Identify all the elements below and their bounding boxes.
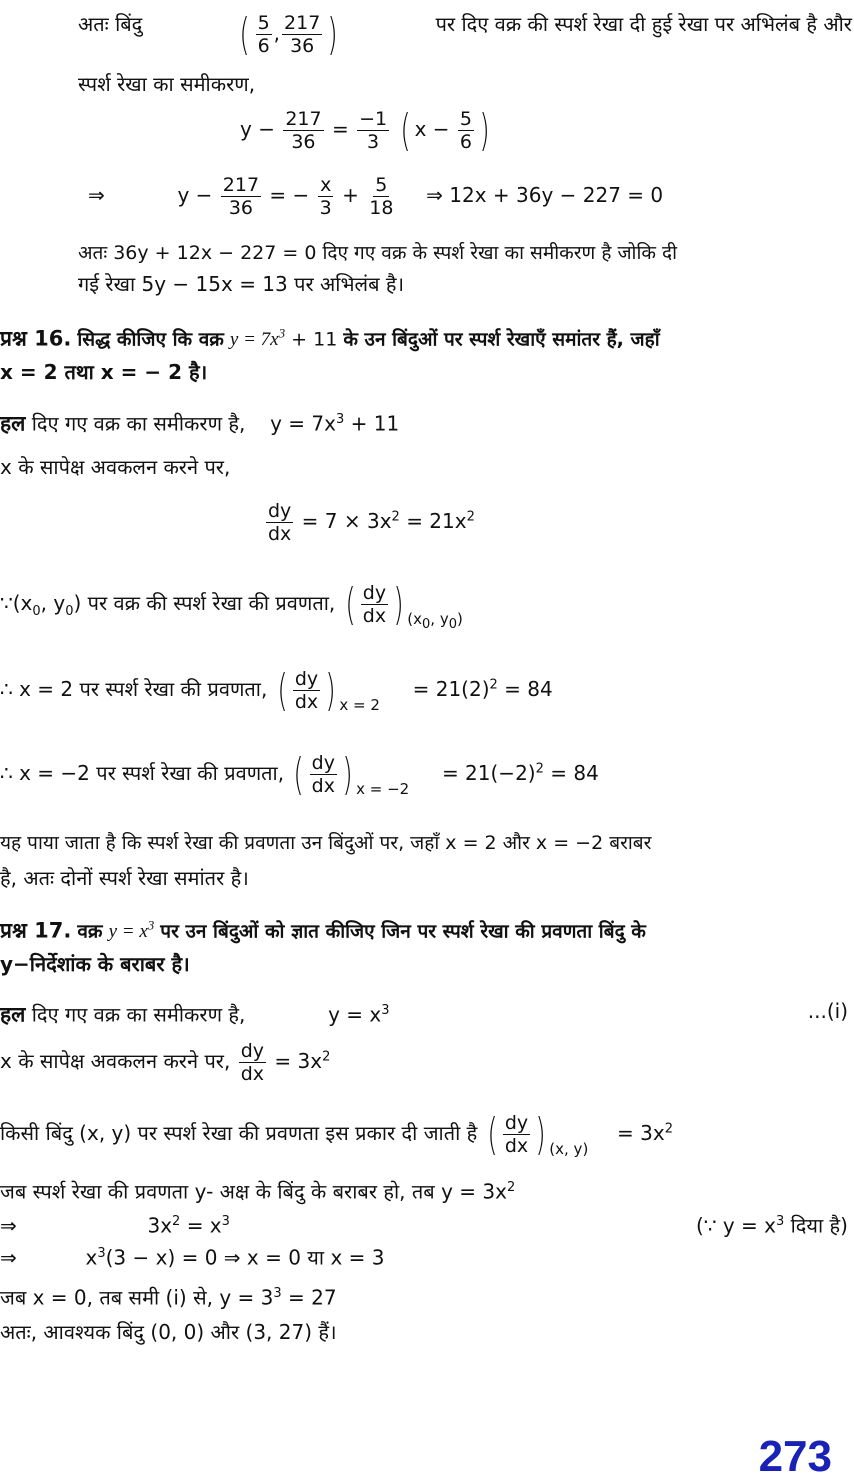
eq-part: x	[85, 1245, 98, 1270]
solution-16-line-4: $\because(x_0$, $y_0$) पर वक्र की स्पर्श रेखा की प्रवणता, ( $\frac{dy}{dx}$ ) $_{(x_0, y_0)}$	[0, 578, 463, 632]
equation-tangent-1: y − $\frac{217}{36}$ = $\frac{-1}{3}$ ( x − $\frac{5}{6}$ )	[240, 104, 490, 156]
text: ) पर वक्र की स्पर्श रेखा की प्रवणता,	[73, 591, 336, 615]
eq-part: = 84	[504, 677, 553, 701]
frac-num: x	[320, 174, 332, 196]
eq-part: 3x	[147, 1213, 173, 1238]
implies-symbol: ⇒	[0, 1213, 17, 1238]
frac-den: dx	[268, 523, 292, 545]
text: ∴ x = −2 पर स्पर्श रेखा की प्रवणता,	[0, 761, 285, 785]
subscript: (x, y)	[549, 1140, 589, 1158]
exponent: 3	[273, 1286, 282, 1301]
conclusion-line-2: गई रेखा 5y − 15x = 13 पर अभिलंब है।	[78, 272, 405, 296]
exponent: 3	[221, 1214, 230, 1229]
question-text: सिद्ध कीजिए कि वक्र	[77, 328, 224, 351]
solution-16-line-6: ∴ x = −2 पर स्पर्श रेखा की प्रवणता, ( $\frac{dy}{dx}$ ) $_{x = -2} = 21(-2)^2 = 84$	[0, 748, 599, 800]
eq-part: = 3x	[274, 1049, 323, 1073]
solution-16-line-2: x के सापेक्ष अवकलन करने पर,	[0, 455, 231, 479]
solution-17-line-2	[0, 1040, 330, 1085]
point-coords: ( $\frac{5}{6}$ , $\frac{217}{36}$ )	[239, 8, 339, 60]
eq-part: y −	[240, 117, 275, 141]
note: (∵ y = x	[695, 1213, 776, 1238]
frac-den: 6	[459, 131, 473, 153]
eq-part: = 27	[288, 1285, 337, 1310]
eq-part: y = 7x	[270, 411, 336, 436]
intro-line-2: स्पर्श रेखा का समीकरण,	[78, 72, 256, 96]
eq-part: ⇒ 12x + 36y − 227 = 0	[426, 183, 664, 207]
solution-17-line-1	[0, 999, 850, 1027]
solution-17-line-4	[0, 1176, 515, 1204]
question-label: प्रश्न 16.	[0, 326, 72, 351]
subscript: x = 2	[339, 696, 380, 714]
exponent: 2	[535, 761, 544, 777]
eq-part: = 21(2)	[412, 677, 490, 701]
question-17-line-2: y−निर्देशांक के बराबर है।	[0, 952, 190, 976]
question-label: प्रश्न 17.	[0, 918, 72, 943]
solution-17-line-6	[0, 1242, 384, 1270]
frac-den: 36	[290, 35, 315, 57]
frac-num: dy	[362, 582, 387, 604]
solution-16-line-1	[0, 408, 399, 436]
eq-part: y = 7x	[229, 329, 279, 351]
frac-den: 36	[228, 197, 254, 219]
text: दिए गए वक्र का समीकरण है,	[31, 1002, 246, 1027]
question-text: पर उन बिंदुओं को ज्ञात कीजिए जिन पर स्पर्श रेखा की प्रवणता बिंदु के	[160, 920, 646, 943]
frac-num: dy	[240, 1040, 265, 1062]
question-16-line-1	[0, 322, 660, 352]
exponent: 2	[466, 509, 475, 525]
exponent: 3	[381, 1003, 390, 1018]
text: ∴ x = 2 पर स्पर्श रेखा की प्रवणता,	[0, 677, 268, 701]
exponent: 2	[172, 1214, 181, 1229]
eq-part: y = x	[108, 921, 148, 943]
frac-den: dx	[504, 1135, 529, 1157]
exponent: 3	[147, 918, 155, 933]
equation-tag: ...(i)	[807, 999, 848, 1023]
text: अतः बिंदु	[78, 12, 143, 36]
solution-16-line-8: है, अतः दोनों स्पर्श रेखा समांतर है।	[0, 866, 249, 890]
eq-part: = 84	[550, 761, 599, 785]
eq-part: ∵(x	[0, 591, 33, 615]
exponent: 2	[506, 1180, 516, 1195]
solution-17-line-7	[0, 1282, 337, 1310]
subscript: 0	[32, 604, 41, 619]
question-17-line-1	[0, 914, 646, 944]
eq-part: = 21(−2)	[441, 761, 536, 785]
exponent: 3	[97, 1246, 106, 1261]
subscript: x = −2	[356, 780, 410, 798]
eq-part: y −	[177, 183, 213, 207]
frac-num: dy	[268, 500, 292, 522]
solution-label: हल	[0, 1002, 26, 1027]
text: दिए गए वक्र का समीकरण है,	[31, 411, 246, 436]
eq-part: +	[342, 183, 359, 207]
eq-part: + 11	[291, 328, 338, 351]
conclusion-line-1: अतः 36y + 12x − 227 = 0 दिए गए वक्र के स्पर्श रेखा का समीकरण है जोकि दी	[78, 242, 678, 264]
frac-den: 18	[369, 197, 394, 219]
frac-den: 36	[291, 131, 316, 153]
frac-num: dy	[294, 668, 319, 690]
frac-den: dx	[362, 605, 387, 627]
subscript: (x	[407, 610, 423, 628]
eq-part: y = x	[328, 1002, 382, 1027]
exponent: 2	[322, 1049, 331, 1065]
eq-part: =	[331, 117, 349, 141]
frac-num: 217	[284, 12, 321, 34]
eq-part: = 7 × 3x	[301, 509, 392, 533]
frac-num: 217	[222, 174, 260, 196]
frac-num: dy	[311, 752, 335, 774]
eq-part: x −	[414, 117, 450, 141]
solution-17-line-5	[0, 1210, 850, 1238]
solution-16-line-7: यह पाया जाता है कि स्पर्श रेखा की प्रवणता उन बिंदुओं पर, जहाँ x = 2 और x = −2 बराबर	[0, 832, 652, 854]
frac-num: 5	[375, 174, 388, 196]
implies-symbol: ⇒	[88, 183, 105, 207]
eq-part: = 3x	[617, 1121, 665, 1145]
exponent: 2	[391, 509, 400, 525]
frac-num: dy	[504, 1112, 529, 1134]
intro-line-1	[78, 8, 852, 60]
solution-17-line-3: किसी बिंदु (x, y) पर स्पर्श रेखा की प्रवणता इस प्रकार दी जाती है ( $\frac{dy}{dx}$ ) $_{(x, y)} = 3x^2$	[0, 1108, 673, 1160]
note: दिया है)	[790, 1213, 848, 1238]
exponent: 2	[489, 677, 498, 693]
frac-den: dx	[294, 691, 319, 713]
implies-symbol: ⇒	[0, 1245, 17, 1270]
subscript: 0	[65, 604, 74, 619]
text: जब x = 0, तब समी (i) से, y = 3	[0, 1285, 274, 1310]
page-number: 273	[758, 1432, 832, 1481]
eq-part: = 21x	[406, 509, 467, 533]
frac-den: 3	[367, 131, 380, 153]
exponent: 3	[775, 1214, 785, 1229]
exponent: 3	[335, 412, 345, 427]
eq-part: , y	[40, 591, 66, 615]
text: पर दिए वक्र की स्पर्श रेखा दी हुई रेखा पर अभिलंब है और	[435, 12, 852, 36]
exponent: 2	[664, 1121, 673, 1137]
subscript: 0	[422, 617, 431, 632]
subscript: 0	[448, 617, 457, 632]
eq-part: = −	[269, 183, 310, 207]
solution-17-line-8: अतः, आवश्यक बिंदु (0, 0) और (3, 27) हैं।	[0, 1320, 337, 1344]
frac-num: −1	[359, 108, 388, 130]
exponent: 3	[278, 326, 286, 341]
question-text: वक्र	[77, 920, 103, 943]
frac-den: dx	[240, 1063, 265, 1085]
equation-tangent-2	[88, 174, 663, 219]
question-16-line-2: x = 2 तथा x = − 2 है।	[0, 360, 208, 384]
frac-den: 6	[257, 35, 270, 57]
derivative-equation	[264, 500, 475, 545]
eq-part: = x	[186, 1213, 222, 1238]
text: किसी बिंदु (x, y) पर स्पर्श रेखा की प्रवणता इस प्रकार दी जाती है	[0, 1121, 478, 1145]
solution-16-line-5: ∴ x = 2 पर स्पर्श रेखा की प्रवणता, ( $\frac{dy}{dx}$ ) $_{x = 2} = 21(2)^2 = 84$	[0, 664, 553, 716]
question-text: के उन बिंदुओं पर स्पर्श रेखाएँ समांतर हैं, जहाँ	[343, 328, 660, 351]
frac-num: 217	[285, 108, 322, 130]
solution-label: हल	[0, 411, 26, 436]
frac-den: 3	[319, 197, 332, 219]
eq-part: (3 − x) = 0 ⇒ x = 0 या x = 3	[105, 1245, 385, 1270]
frac-num: 5	[459, 108, 473, 130]
eq-part: + 11	[350, 411, 400, 436]
frac-den: dx	[311, 775, 335, 797]
text: जब स्पर्श रेखा की प्रवणता y- अक्ष के बिंदु के बराबर हो, तब y = 3x	[0, 1179, 507, 1204]
frac-num: 5	[257, 12, 270, 34]
text: x के सापेक्ष अवकलन करने पर,	[0, 1049, 231, 1073]
